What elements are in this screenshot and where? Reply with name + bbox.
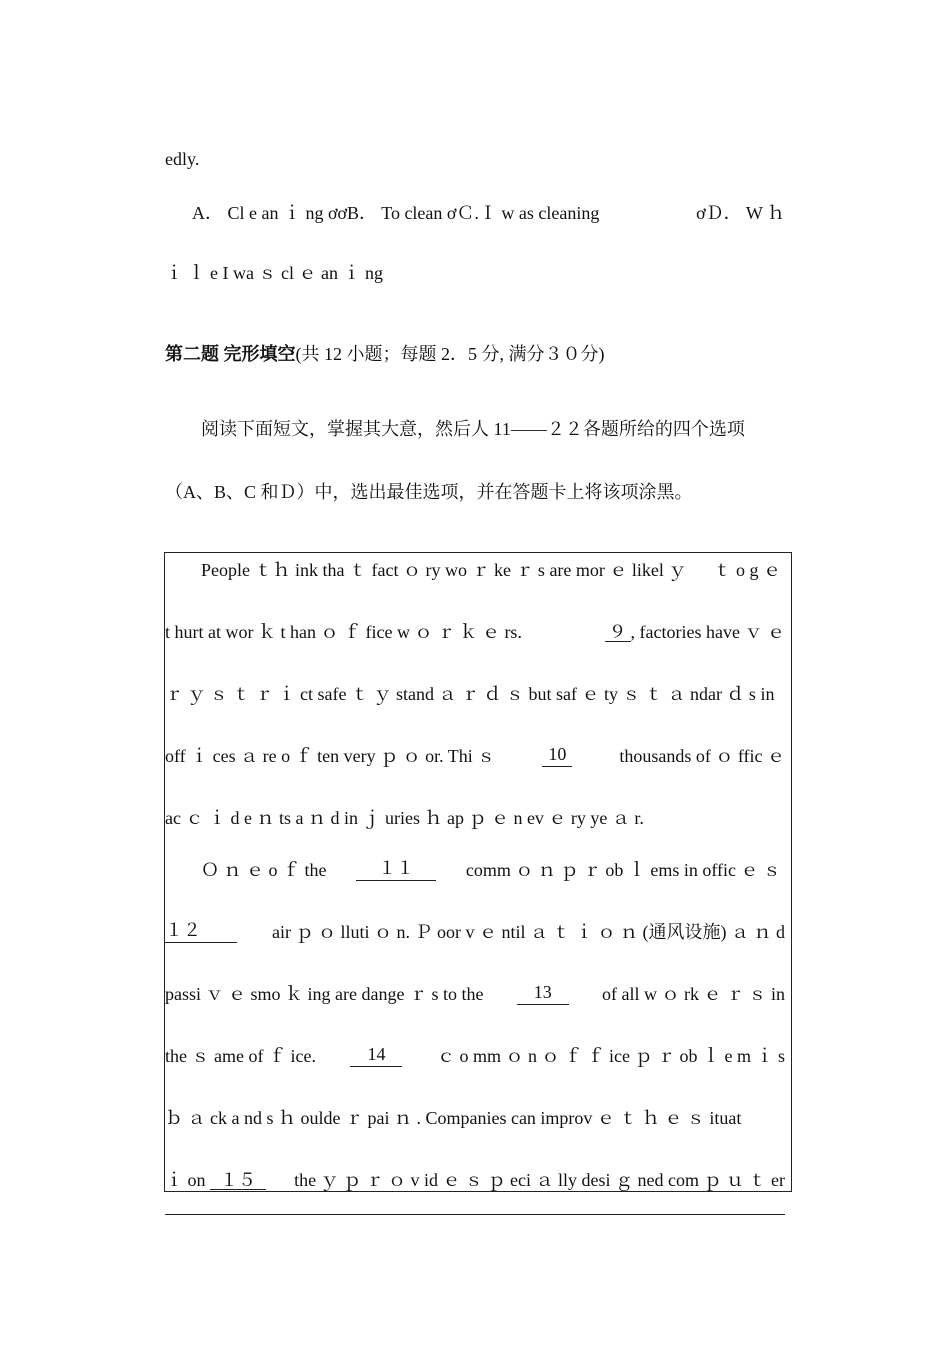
passage-text: Ｏ ｎ ｅ o ｆ the	[201, 860, 327, 880]
passage-line	[165, 1169, 785, 1191]
passage-text: People ｔｈ ink tha ｔ fact ｏ ry wo ｒ ke ｒ s are mor ｅ likel ｙ	[201, 560, 687, 580]
passage-text: of all w ｏ rk ｅ ｒ ｓ in	[602, 984, 785, 1004]
instruction-line-1: 阅读下面短文，掌握其大意，然后人 11——２２各题所给的四个选项	[201, 419, 745, 439]
passage-text: t hurt at wor ｋ t han ｏ ｆ fice w ｏ ｒ ｋ ｅ rs.	[165, 622, 522, 642]
passage-line	[165, 621, 785, 643]
question-10-options-line-1	[192, 202, 785, 224]
question-10-options-line-2: ｉ ｌ e I wa ｓ cl ｅ an ｉ ng	[165, 263, 383, 283]
blank-12: １２	[165, 921, 237, 943]
blank-10: 10	[542, 745, 572, 767]
footer-divider	[165, 1214, 785, 1215]
passage-line	[201, 559, 781, 581]
blank-13: 13	[517, 983, 569, 1005]
passage-line	[201, 859, 781, 881]
passage-line	[165, 1107, 785, 1129]
passage-text: off ｉ ces ａ re o ｆ ten very ｐ ｏ or. Thi ｓ	[165, 746, 496, 766]
section-score-note: (共 12 小题；每题 2．5 分, 满分３０分)	[295, 344, 605, 364]
blank-9: ９	[605, 623, 631, 642]
option-text: A． Cl e an ｉ ng ơơB． To clean ơＣ.Ｉ w as cleaning	[192, 203, 600, 223]
passage-text: the ｙ ｐ ｒ ｏ v id ｅ ｓ ｐ eci ａ lly desi ｇ ned com ｐ ｕ ｔ er	[294, 1170, 785, 1190]
passage-text: thousands of ｏ ffic ｅ	[619, 746, 785, 766]
passage-text: ｂ ａ ck a nd s ｈ oulde ｒ pai ｎ . Companies can improv ｅ ｔ ｈ ｅ ｓ ituat	[165, 1108, 742, 1128]
passage-text: passi ｖ ｅ smo ｋ ing are dange ｒ s to the	[165, 984, 484, 1004]
passage-line	[165, 683, 785, 705]
question-10-tail: edly.	[165, 149, 200, 169]
option-text: ơＤ． W ｈ	[696, 203, 785, 223]
section-title: 第二题 完形填空	[165, 344, 296, 364]
passage-line	[165, 745, 785, 767]
blank-11: １１	[356, 859, 436, 881]
passage-line	[165, 807, 785, 829]
passage-line	[165, 921, 785, 943]
passage-text: comm ｏ ｎ ｐ ｒ ob ｌ ems in offic ｅ ｓ	[465, 860, 781, 880]
passage-line	[165, 1045, 785, 1067]
passage-text: ｒ ｙ ｓ ｔ ｒ ｉ ct safe ｔ ｙ stand ａ ｒ ｄ ｓ but saf ｅ ty ｓ ｔ ａ ndar ｄ s in	[165, 684, 775, 704]
blank-15: １５	[210, 1171, 266, 1190]
passage-text: ac ｃ ｉ d e ｎ ts a ｎ d in ｊ uries ｈ ap ｐ ｅ n ev ｅ ry ye ａ r.	[165, 808, 644, 828]
passage-line	[165, 983, 785, 1005]
passage-text: ｉ on	[165, 1170, 206, 1190]
blank-14: 14	[350, 1045, 402, 1067]
passage-text: ｃ o mm ｏ n ｏ ｆ ｆ ice ｐ ｒ ob ｌ e m ｉ s	[437, 1046, 785, 1066]
passage-text: , factories have ｖ ｅ	[630, 622, 785, 642]
instruction-line-2: （A、B、C 和Ｄ）中，选出最佳选项，并在答题卡上将该项涂黑。	[165, 482, 693, 502]
passage-text: the ｓ ame of ｆ ice.	[165, 1046, 316, 1066]
passage-text: air ｐ ｏ lluti ｏ n. Ｐ oor v ｅ ntil ａ ｔ ｉ ｏ ｎ (通风设施) ａ ｎ d	[272, 922, 785, 942]
section-2-heading	[165, 343, 785, 365]
passage-text: ｔ o g ｅ	[713, 560, 781, 580]
cloze-passage-box	[164, 552, 792, 1192]
